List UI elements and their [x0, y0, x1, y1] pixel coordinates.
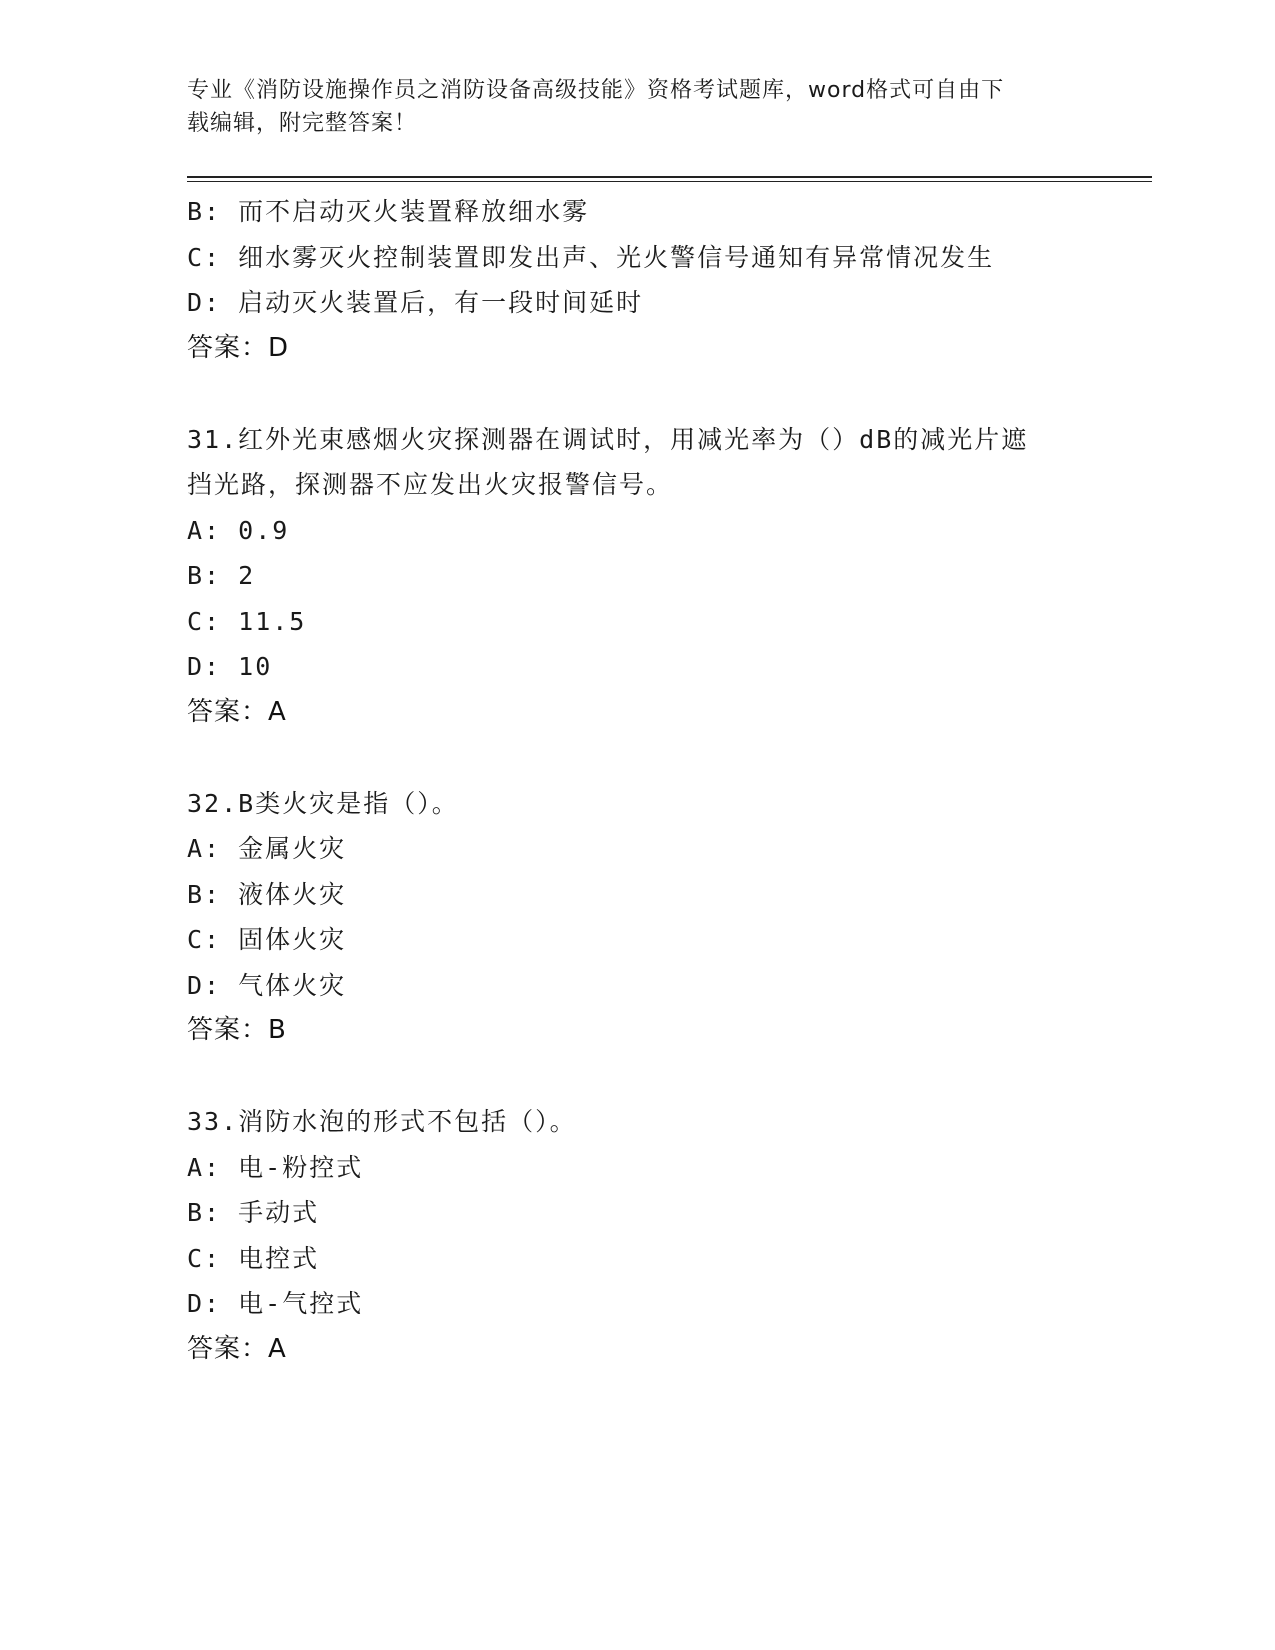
answer-line: 答案：A [187, 1333, 287, 1364]
answer-line: 答案：B [187, 1015, 287, 1045]
spacer [187, 371, 1152, 417]
option-a: A: 金属火灾 [187, 834, 347, 863]
question-stem [187, 781, 1087, 827]
question-stem [187, 417, 1087, 508]
option-b: B: 液体火灾 [187, 879, 347, 909]
option-a: A: 电-粉控式 [187, 1152, 364, 1182]
question-32 [187, 781, 1152, 1054]
header-divider-thin [187, 181, 1152, 182]
header-divider-thick [187, 176, 1152, 178]
option-c: C: 11.5 [187, 606, 307, 636]
option-c: C: 细水雾灭火控制装置即发出声、光火警信号通知有异常情况发生 [187, 242, 995, 272]
option-d: D: 电-气控式 [187, 1289, 364, 1318]
stem-line-1: 33.消防水泡的形式不包括（）。 [187, 1107, 577, 1136]
prev-question-block [187, 189, 1152, 371]
spacer [187, 735, 1152, 781]
question-31 [187, 417, 1152, 736]
question-stem [187, 1099, 1087, 1145]
question-33 [187, 1099, 1152, 1372]
stem-line-2: 挡光路，探测器不应发出火灾报警信号。 [187, 470, 674, 499]
option-d: D: 启动灭火装置后，有一段时间延时 [187, 288, 644, 317]
option-b: B: 而不启动灭火装置释放细水雾 [187, 197, 590, 226]
stem-line-1: 31.红外光束感烟火灾探测器在调试时，用减光率为（）dB的减光片遮 [187, 424, 1029, 454]
document-header [187, 74, 1067, 140]
option-d: D: 10 [187, 652, 273, 681]
option-c: C: 固体火灾 [187, 925, 347, 954]
answer-line: 答案：D [187, 332, 290, 363]
stem-line-1: 32.B类火灾是指（）。 [187, 788, 459, 818]
option-c: C: 电控式 [187, 1243, 320, 1273]
option-a: A: 0.9 [187, 515, 290, 545]
spacer [187, 1054, 1152, 1100]
header-line-2: 载编辑，附完整答案！ [187, 111, 418, 136]
option-b: B: 2 [187, 561, 256, 590]
option-b: B: 手动式 [187, 1198, 320, 1227]
header-line-1: 专业《消防设施操作员之消防设备高级技能》资格考试题库，word格式可自由下 [187, 78, 1005, 103]
option-d: D: 气体火灾 [187, 970, 347, 1000]
question-content [187, 189, 1152, 1372]
answer-line: 答案：A [187, 696, 287, 727]
